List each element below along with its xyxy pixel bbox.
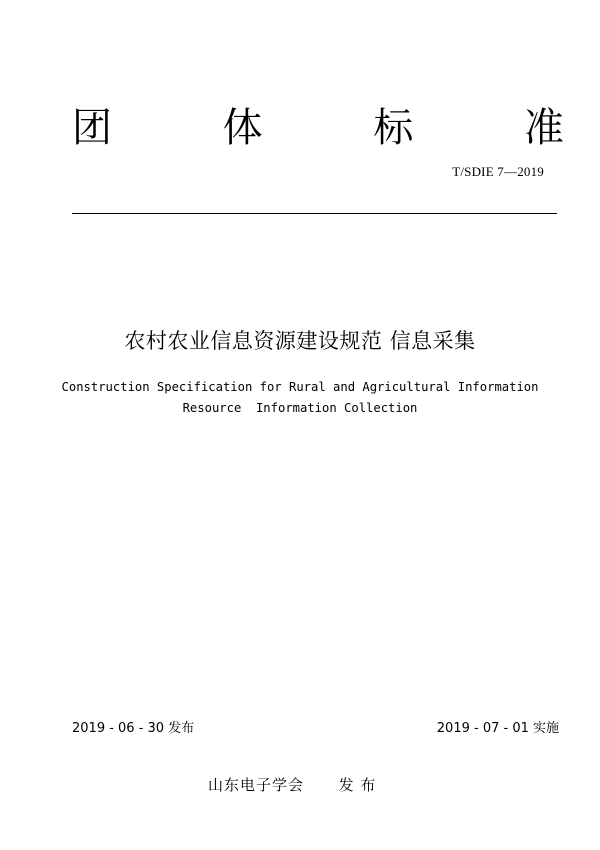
header-divider [72,213,557,214]
title-chinese: 农村农业信息资源建设规范 信息采集 [124,329,476,353]
document-type-heading [72,104,564,152]
doc-type-char: 准 [523,105,564,151]
doc-type-char: 标 [373,105,414,151]
title-english [0,377,600,419]
issuer-name: 山东电子学会 [208,776,305,794]
issuer-line [208,774,376,795]
title-english-line2: Resource Information Collection [182,401,418,415]
doc-type-char: 体 [222,105,263,151]
standard-number: T/SDIE 7—2019 [452,164,544,179]
doc-type-char: 团 [72,105,112,151]
implement-date: 2019 - 07 - 01 实施 [436,721,559,736]
title-english-line1: Construction Specification for Rural and Agricultural Information [61,380,539,394]
issuer-action: 发 布 [338,776,377,794]
publish-date: 2019 - 06 - 30 发布 [72,721,195,736]
